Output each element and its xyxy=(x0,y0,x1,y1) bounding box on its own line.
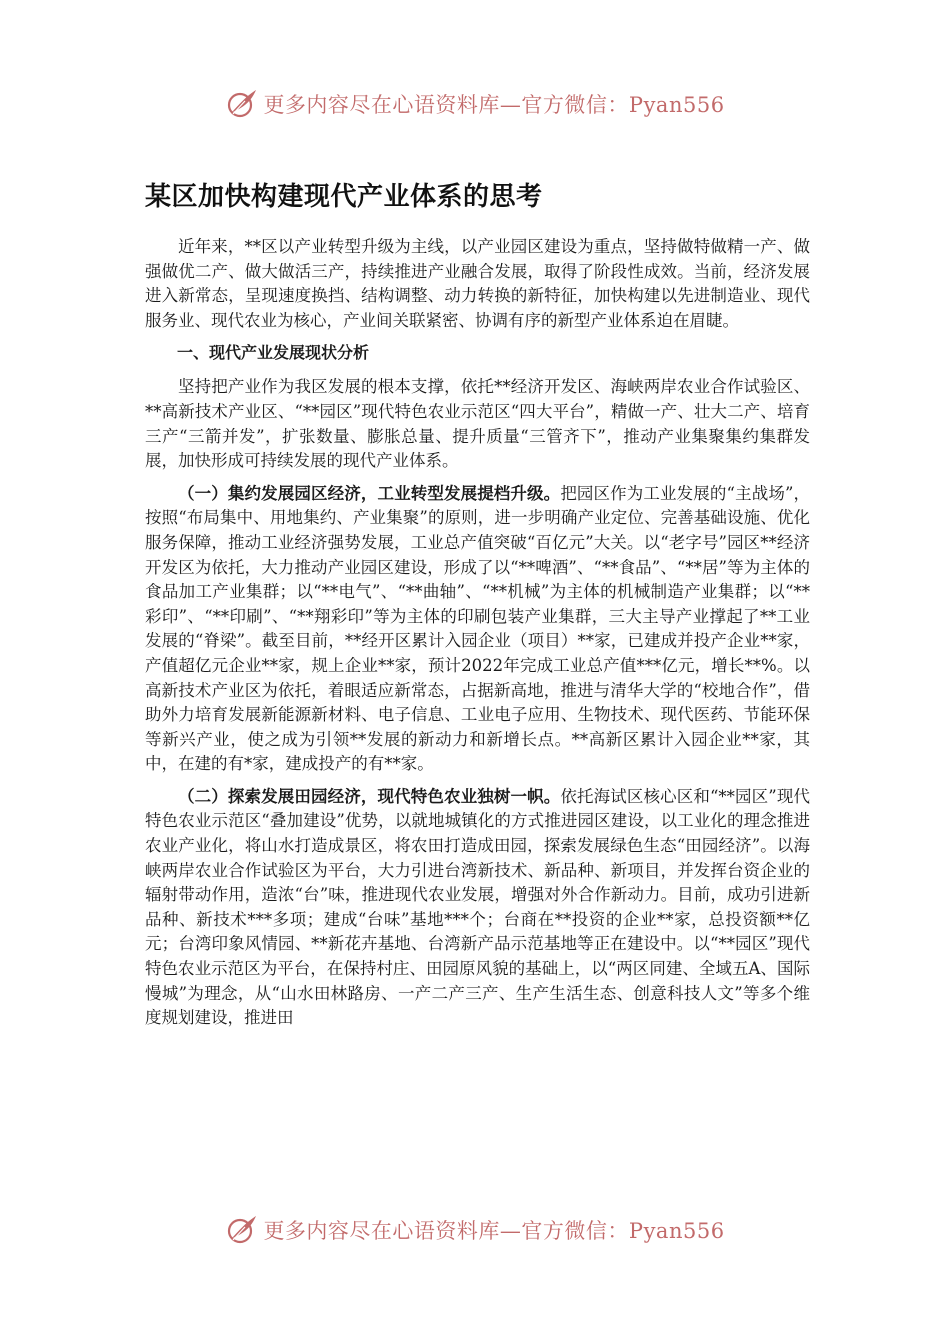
document-body xyxy=(145,170,810,1039)
subsection1-heading: （一）集约发展园区经济，工业转型发展提档升级。 xyxy=(178,483,561,503)
watermark-text: 更多内容尽在心语资料库—官方微信：Pyan556 xyxy=(263,1219,725,1243)
intro-paragraph: 近年来，**区以产业转型升级为主线，以产业园区建设为重点，坚持做特做精一产、做强做优二产、做大做活三产，持续推进产业融合发展，取得了阶段性成效。当前，经济发展进入新常态，呈现速度换挡、结构调整、动力转换的新特征，加快构建以先进制造业、现代服务业、现代农业为核心，产业间关联紧密、协调有序的新型产业体系迫在眉睫。 xyxy=(145,237,810,330)
section1-heading: 一、现代产业发展现状分析 xyxy=(177,343,370,363)
subsection2-paragraph xyxy=(145,785,810,1031)
document-title: 某区加快构建现代产业体系的思考 xyxy=(145,182,543,212)
section1-paragraph: 坚持把产业作为我区发展的根本支撑，依托**经济开发区、海峡两岸农业合作试验区、**高新技术产业区、“**园区”现代特色农业示范区“四大平台”，精做一产、壮大二产、培育三产“三箭并发”，扩张数量、膨胀总量、提升质量“三管齐下”，推动产业集聚集约集群发展，加快形成可持续发展的现代产业体系。 xyxy=(145,377,810,471)
subsection1-paragraph xyxy=(145,482,810,777)
subsection1-body: 把园区作为工业发展的“主战场”，按照“布局集中、用地集约、产业集聚”的原则，进一步明确产业定位、完善基础设施、优化服务保障，推动工业经济强势发展，工业总产值突破“百亿元”大关。以“老字号”园区**经济开发区为依托，大力推动产业园区建设，形成了以“**啤酒”、“**食品”、“**居”等为主体的食品加工产业集群；以“**电气”、“**曲轴”、“**机械”为主体的机械制造产业集群；以“**彩印”、“**印刷”、“**翔彩印”等为主体的印刷包装产业集群，三大主导产业撑起了**工业发展的“脊梁”。截至目前，**经开区累计入园企业（项目）**家，已建成并投产企业**家，产值超亿元企业**家，规上企业**家，预计2022年完成工业总产值***亿元，增长**%。以高新技术产业区为依托，着眼适应新常态，占据新高地，推进与清华大学的“校地合作”，借助外力培育发展新能源新材料、电子信息、工业电子应用、生物技术、现代医药、节能环保等新兴产业，使之成为引领**发展的新动力和新增长点。**高新区累计入园企业**家，其中，在建的有*家，建成投产的有**家。 xyxy=(145,483,811,774)
subsection2-body: 依托海试区核心区和“**园区”现代特色农业示范区“叠加建设”优势，以就地城镇化的方式推进园区建设，以工业化的理念推进农业产业化，将山水打造成景区，将农田打造成田园，探索发展绿色生态“田园经济”。以海峡两岸农业合作试验区为平台，大力引进台湾新技术、新品种、新项目，并发挥台资企业的辐射带动作用，造浓“台”味，推进现代农业发展，增强对外合作新动力。目前，成功引进新品种、新技术***多项；建成“台味”基地***个；台商在**投资的企业**家，总投资额**亿元；台湾印象风情园、**新花卉基地、台湾新产品示范基地等正在建设中。以“**园区”现代特色农业示范区为平台，在保持村庄、田园原风貌的基础上，以“两区同建、全域五A、国际慢城”为理念，从“山水田林路房、一产二产三产、生产生活生态、创意科技人文”等多个维度规划建设，推进田 xyxy=(145,786,810,1028)
quill-circle-logo-icon xyxy=(225,87,259,121)
subsection2-heading: （二）探索发展田园经济，现代特色农业独树一帜。 xyxy=(178,786,561,806)
watermark-text: 更多内容尽在心语资料库—官方微信：Pyan556 xyxy=(263,93,725,117)
footer-watermark-banner xyxy=(0,1210,950,1250)
quill-circle-logo-icon xyxy=(225,1213,259,1247)
header-watermark-banner xyxy=(0,84,950,124)
